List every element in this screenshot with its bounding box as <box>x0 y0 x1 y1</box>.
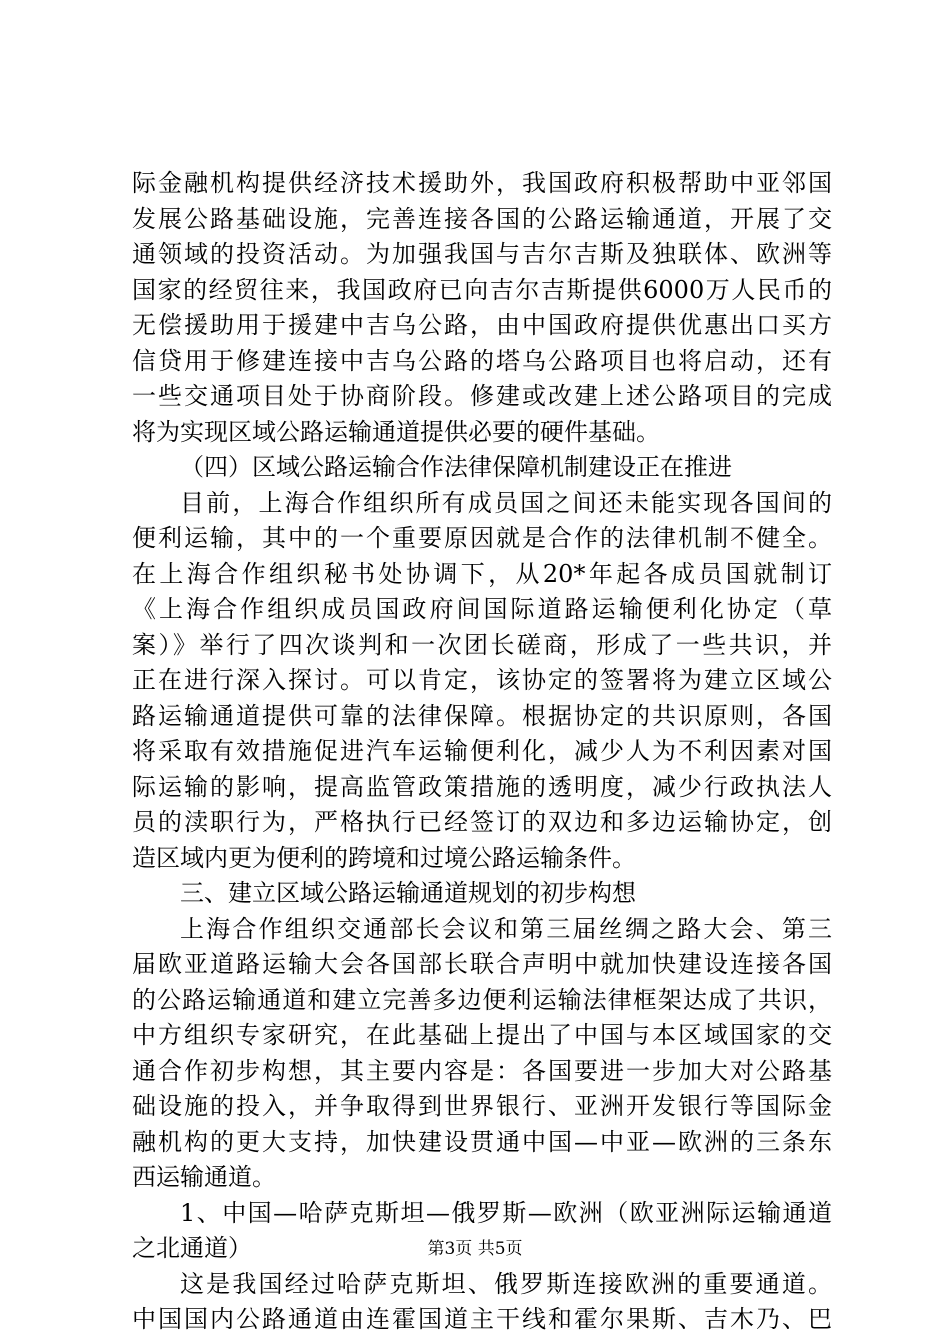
text-line: 便利运输，其中的一个重要原因就是合作的法律机制不健全。 <box>132 524 832 552</box>
text-line: 中方组织专家研究，在此基础上提出了中国与本区域国家的交 <box>132 1021 832 1049</box>
text-line: 础设施的投入，并争取得到世界银行、亚洲开发银行等国际金 <box>132 1092 832 1120</box>
text-line: 发展公路基础设施，完善连接各国的公路运输通道，开展了交 <box>132 204 832 233</box>
text-line: 融机构的更大支持，加快建设贯通中国—中亚—欧洲的三条东 <box>132 1127 832 1156</box>
text-line: 无偿援助用于援建中吉乌公路，由中国政府提供优惠出口买方 <box>132 311 832 339</box>
text-line: 员的渎职行为，严格执行已经签订的双边和多边运输协定，创 <box>132 808 832 836</box>
subsection-heading: 1、中国—哈萨克斯坦—俄罗斯—欧洲（欧亚洲际运输通道 <box>180 1198 832 1227</box>
text-line: 案）》举行了四次谈判和一次团长磋商，形成了一些共识，并 <box>132 630 832 659</box>
text-line: 一些交通项目处于协商阶段。修建或改建上述公路项目的完成 <box>132 382 832 410</box>
text-line: 际运输的影响，提高监管政策措施的透明度，减少行政执法人 <box>132 772 832 801</box>
section-heading: 三、建立区域公路运输通道规划的初步构想 <box>180 879 636 907</box>
text-line: 上海合作组织交通部长会议和第三届丝绸之路大会、第三 <box>180 914 832 943</box>
text-line: 西运输通道。 <box>132 1163 276 1191</box>
text-line: 在上海合作组织秘书处协调下，从20*年起各成员国就制订 <box>132 559 832 588</box>
section-heading: （四）区域公路运输合作法律保障机制建设正在推进 <box>180 453 732 481</box>
text-line: 将为实现区域公路运输通道提供必要的硬件基础。 <box>132 417 660 446</box>
text-line: 届欧亚道路运输大会各国部长联合声明中就加快建设连接各国 <box>132 950 832 978</box>
text-line: 际金融机构提供经济技术援助外，我国政府积极帮助中亚邻国 <box>132 169 832 197</box>
text-line: 中国国内公路通道由连霍国道主干线和霍尔果斯、吉木乃、巴 <box>132 1305 832 1333</box>
page-number-footer: 第3页 共5页 <box>427 1239 523 1259</box>
text-line: 国家的经贸往来，我国政府已向吉尔吉斯提供6000万人民币的 <box>132 275 832 304</box>
text-line: 信贷用于修建连接中吉乌公路的塔乌公路项目也将启动，还有 <box>132 346 832 375</box>
text-line: 《上海合作组织成员国政府间国际道路运输便利化协定（草 <box>132 595 832 623</box>
body-text <box>132 166 832 1338</box>
text-line: 通领域的投资活动。为加强我国与吉尔吉斯及独联体、欧洲等 <box>132 240 832 268</box>
text-line: 造区域内更为便利的跨境和过境公路运输条件。 <box>132 843 636 872</box>
text-line: 通合作初步构想，其主要内容是：各国要进一步加大对公路基 <box>132 1056 832 1085</box>
text-line: 路运输通道提供可靠的法律保障。根据协定的共识原则，各国 <box>132 701 832 730</box>
text-line: 正在进行深入探讨。可以肯定，该协定的签署将为建立区域公 <box>132 666 832 694</box>
text-line: 的公路运输通道和建立完善多边便利运输法律框架达成了共识， <box>132 985 832 1014</box>
text-line: 目前，上海合作组织所有成员国之间还未能实现各国间的 <box>180 488 832 517</box>
text-line: 这是我国经过哈萨克斯坦、俄罗斯连接欧洲的重要通道。 <box>180 1269 832 1298</box>
text-line: 将采取有效措施促进汽车运输便利化，减少人为不利因素对国 <box>132 737 832 765</box>
text-line: 之北通道） <box>132 1234 252 1262</box>
